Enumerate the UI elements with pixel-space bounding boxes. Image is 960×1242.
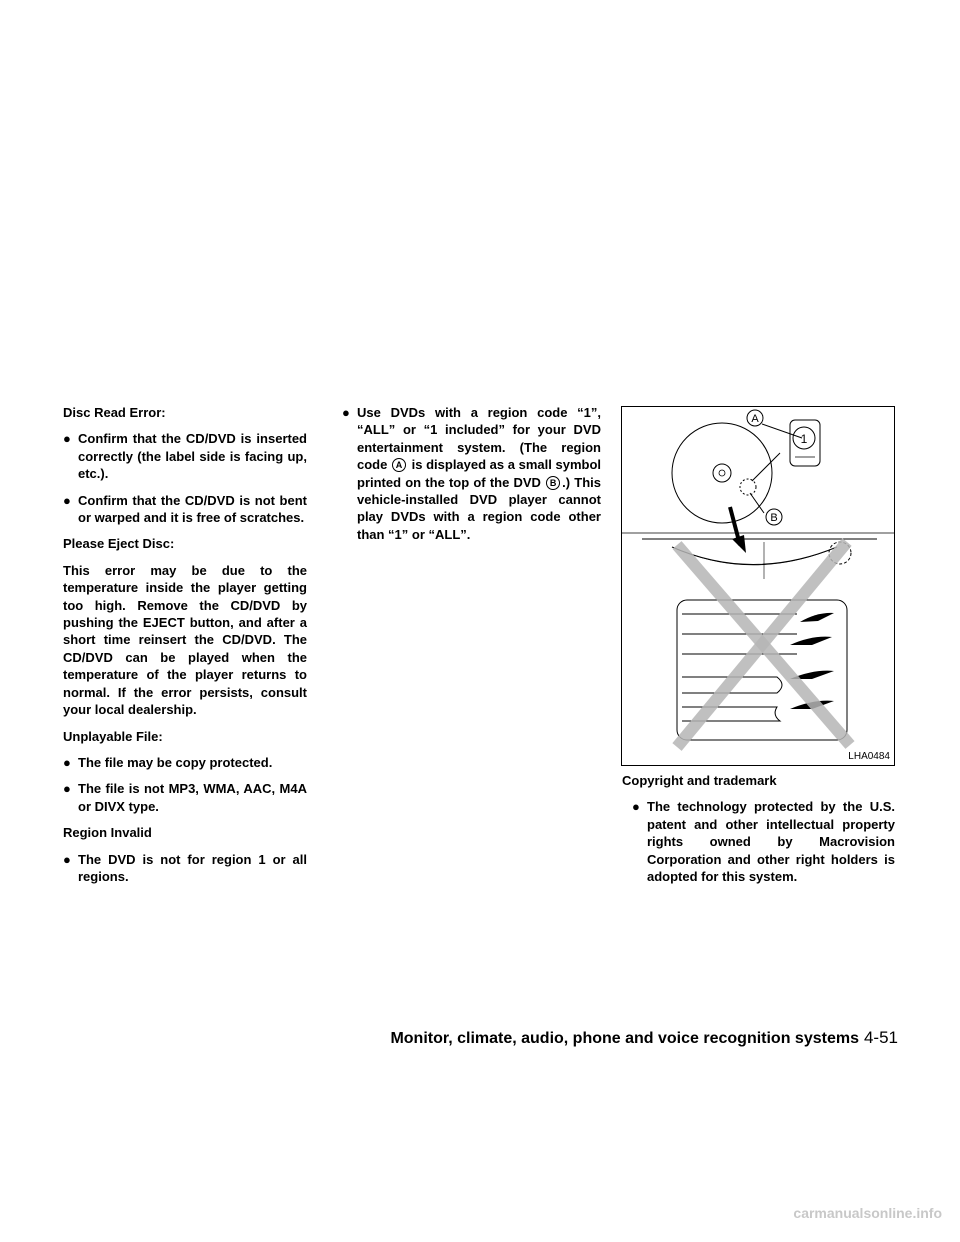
eject-paragraph: This error may be due to the temperature inside the player getting too high. Remove the CD/DVD by pushing the EJECT button, and after a short time reinsert the CD/DVD. The CD/DVD can be played when the temperature of the player returns to normal. If the error persists, consult your local dealership. xyxy=(63,562,307,718)
bullet-icon: ● xyxy=(63,492,71,508)
bullet-icon: ● xyxy=(63,781,71,797)
list-item: ● The DVD is not for region 1 or all regions. xyxy=(63,851,307,884)
left-column xyxy=(63,404,307,894)
watermark: carmanualsonline.info xyxy=(793,1205,942,1221)
list-item: ● Confirm that the CD/DVD is not bent or warped and it is free of scratches. xyxy=(63,492,307,526)
unplayable-heading: Unplayable File: xyxy=(63,728,163,744)
section-title: Monitor, climate, audio, phone and voice recognition systems xyxy=(390,1030,859,1047)
bullet-icon: ● xyxy=(342,405,350,420)
dvd-region-figure xyxy=(621,406,895,766)
page-number: 4-51 xyxy=(863,1028,898,1047)
page-footer xyxy=(390,1028,898,1048)
right-column xyxy=(622,772,895,894)
disc-read-error-heading: Disc Read Error: xyxy=(63,405,166,420)
bullet-icon: ● xyxy=(63,431,71,447)
bullet-icon: ● xyxy=(63,754,71,770)
middle-column xyxy=(342,404,601,552)
small-symbol-b xyxy=(740,479,756,495)
list-item: ● Confirm that the CD/DVD is inserted correctly (the label side is facing up, etc.). xyxy=(63,431,307,482)
list-item: ● The technology protected by the U.S. patent and other intellectual property rights owned by Macrovision Corporation and other right holders is adopted for this system. xyxy=(632,799,895,885)
bullet-icon: ● xyxy=(63,851,71,867)
callout-a: A xyxy=(751,413,759,425)
eject-heading: Please Eject Disc: xyxy=(63,536,175,552)
bullet-icon: ● xyxy=(632,799,640,815)
disc-outline xyxy=(672,423,772,523)
marker-b: B xyxy=(546,476,560,490)
list-item: ● The file is not MP3, WMA, AAC, M4A or DIVX type. xyxy=(63,781,307,814)
marker-a: A xyxy=(392,458,406,472)
figure-code: LHA0484 xyxy=(848,751,890,762)
dvd-illustration xyxy=(622,407,894,765)
region-symbol-number: 1 xyxy=(800,432,808,446)
list-item: ● Use DVDs with a region code “1”, “ALL” or “1 included” for your DVD entertainment system. (The region code A is displayed as a small symbol printed on the top of the DVD B .) This vehicle-installed DVD player cannot play DVDs with a region code other than “1” or “ALL”. xyxy=(342,405,602,542)
callout-b: B xyxy=(770,512,778,524)
list-item: ● The file may be copy protected. xyxy=(63,754,273,770)
region-heading: Region Invalid xyxy=(63,825,152,841)
copyright-heading: Copyright and trademark xyxy=(622,773,777,788)
disc-hole xyxy=(713,464,731,482)
